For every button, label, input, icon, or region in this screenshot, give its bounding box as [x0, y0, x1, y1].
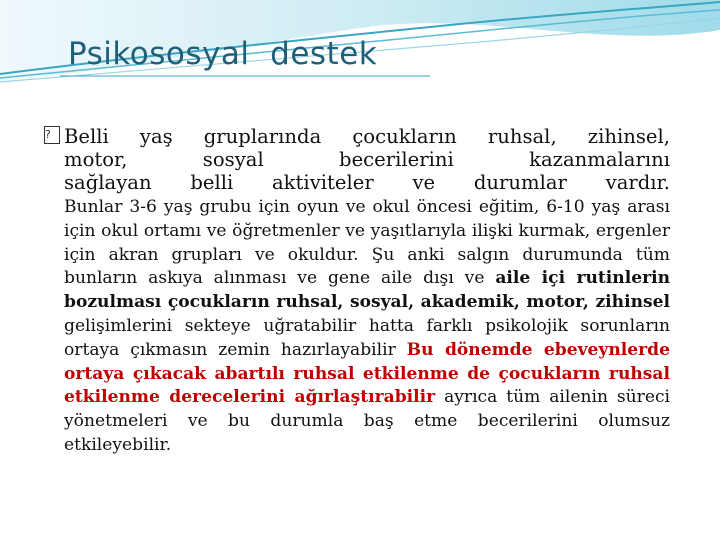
lead-line-1: Belli yaş gruplarında çocukların ruhsal, zihinsel,	[64, 125, 670, 148]
lead-paragraph	[44, 125, 670, 194]
lead-line-2: motor, sosyal becerilerini kazanmalarını	[64, 148, 670, 171]
slide-content	[44, 125, 670, 458]
body-text-1: Bunlar 3-6 yaş grubu için oyun ve okul öncesi eğitim, 6-10 yaş arası için okul ortamı ve öğretmenler ve yaşıtlarıyla ilişki kurmak, ergenler için akran grupları ve okuldur. Şu anki salgın durumunda tüm bunların askıya alınması ve gene aile dışı ve	[64, 197, 670, 289]
body-text-2: gelişimlerini sekteye uğratabilir hatta farklı psikolojik sorunların ortaya çıkmasın zemin hazırlayabilir	[64, 315, 670, 360]
slide-title: Psikososyal destek	[68, 36, 378, 72]
body-red-emphasis: Bu dönemde ebeveynlerde ortaya çıkacak abartılı ruhsal etkilenme de çocukların ruhsal etkilenme derecelerini ağırlaştırabilir	[64, 339, 670, 408]
lead-line-3: sağlayan belli aktiviteler ve durumlar vardır.	[64, 171, 670, 194]
bullet-icon: ?	[44, 126, 60, 144]
body-paragraph	[44, 196, 670, 458]
body-bold-emphasis: aile içi rutinlerin bozulması çocukların ruhsal, sosyal, akademik, motor, zihinsel	[64, 268, 671, 313]
body-text-3: ayrıca tüm ailenin süreci yönetmeleri ve bu durumla baş etme becerilerini olumsuz etkileyebilir.	[64, 387, 670, 455]
